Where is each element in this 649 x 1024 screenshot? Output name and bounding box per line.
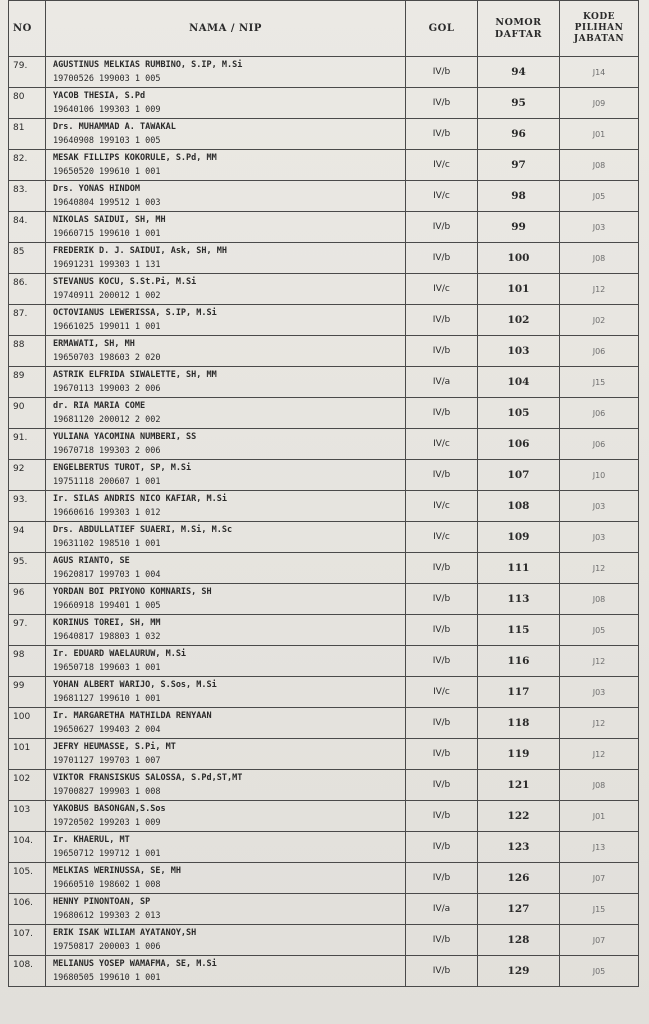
employee-name: Ir. MARGARETHA MATHILDA RENYAAN [53, 711, 212, 721]
employee-name: YAKOBUS BASONGAN,S.Sos [53, 804, 166, 814]
employee-name: Ir. KHAERUL, MT [53, 835, 130, 845]
golongan: IV/b [406, 305, 478, 336]
kode-jabatan: J08 [560, 243, 639, 274]
table-row [9, 956, 639, 987]
kode-jabatan: J15 [560, 367, 639, 398]
kode-jabatan: J05 [560, 615, 639, 646]
name-nip-cell [46, 677, 406, 708]
name-nip-cell [46, 274, 406, 305]
golongan: IV/b [406, 398, 478, 429]
employee-name: MELKIAS WERINUSSA, SE, MH [53, 866, 181, 876]
row-number: 105. [9, 863, 46, 894]
name-nip-cell [46, 925, 406, 956]
employee-nip: 19631102 198510 1 001 [53, 539, 161, 549]
header-nomor-daftar [478, 1, 560, 57]
kode-jabatan: J07 [560, 925, 639, 956]
name-nip-cell [46, 367, 406, 398]
employee-name: Drs. MUHAMMAD A. TAWAKAL [53, 122, 176, 132]
row-number: 90 [9, 398, 46, 429]
row-number: 95. [9, 553, 46, 584]
kode-jabatan: J14 [560, 57, 639, 88]
row-number: 89 [9, 367, 46, 398]
table-row [9, 553, 639, 584]
golongan: IV/b [406, 553, 478, 584]
row-number: 92 [9, 460, 46, 491]
table-row [9, 367, 639, 398]
name-nip-cell [46, 832, 406, 863]
golongan: IV/b [406, 801, 478, 832]
nomor-daftar: 123 [478, 832, 560, 863]
golongan: IV/b [406, 925, 478, 956]
row-number: 87. [9, 305, 46, 336]
nomor-daftar: 106 [478, 429, 560, 460]
table-row [9, 491, 639, 522]
header-kode-jabatan [560, 1, 639, 57]
employee-name: MELIANUS YOSEP WAMAFMA, SE, M.Si [53, 959, 217, 969]
employee-nip: 19691231 199303 1 131 [53, 260, 161, 270]
employee-nip: 19670718 199303 2 006 [53, 446, 161, 456]
employee-nip: 19660616 199303 1 012 [53, 508, 161, 518]
row-number: 97. [9, 615, 46, 646]
table-row [9, 863, 639, 894]
nomor-daftar: 113 [478, 584, 560, 615]
kode-jabatan: J12 [560, 646, 639, 677]
kode-jabatan: J01 [560, 801, 639, 832]
nomor-daftar: 97 [478, 150, 560, 181]
name-nip-cell [46, 57, 406, 88]
nomor-daftar: 94 [478, 57, 560, 88]
header-nomor-daftar-text: NOMOR DAFTAR [494, 16, 543, 40]
row-number: 91. [9, 429, 46, 460]
kode-jabatan: J12 [560, 739, 639, 770]
golongan: IV/c [406, 429, 478, 460]
employee-name: HENNY PINONTOAN, SP [53, 897, 151, 907]
nomor-daftar: 104 [478, 367, 560, 398]
kode-jabatan: J03 [560, 522, 639, 553]
employee-nip: 19681127 199610 1 001 [53, 694, 161, 704]
employee-nip: 19660918 199401 1 005 [53, 601, 161, 611]
name-nip-cell [46, 460, 406, 491]
golongan: IV/b [406, 460, 478, 491]
name-nip-cell [46, 212, 406, 243]
employee-name: OCTOVIANUS LEWERISSA, S.IP, M.Si [53, 308, 217, 318]
golongan: IV/b [406, 863, 478, 894]
name-nip-cell [46, 88, 406, 119]
table-row [9, 243, 639, 274]
employee-nip: 19640106 199303 1 009 [53, 105, 161, 115]
employee-name: AGUSTINUS MELKIAS RUMBINO, S.IP, M.Si [53, 60, 243, 70]
nomor-daftar: 108 [478, 491, 560, 522]
employee-name: YACOB THESIA, S.Pd [53, 91, 146, 101]
employee-nip: 19650520 199610 1 001 [53, 167, 161, 177]
row-number: 106. [9, 894, 46, 925]
table-row [9, 398, 639, 429]
row-number: 98 [9, 646, 46, 677]
nomor-daftar: 96 [478, 119, 560, 150]
nomor-daftar: 111 [478, 553, 560, 584]
employee-name: ASTRIK ELFRIDA SIWALETTE, SH, MM [53, 370, 217, 380]
kode-jabatan: J12 [560, 708, 639, 739]
row-number: 88 [9, 336, 46, 367]
nomor-daftar: 100 [478, 243, 560, 274]
row-number: 82. [9, 150, 46, 181]
table-row [9, 181, 639, 212]
employee-nip: 19640817 198803 1 032 [53, 632, 161, 642]
table-row [9, 739, 639, 770]
name-nip-cell [46, 150, 406, 181]
employee-name: FREDERIK D. J. SAIDUI, Ask, SH, MH [53, 246, 227, 256]
header-nama-nip: NAMA / NIP [46, 1, 406, 57]
row-number: 84. [9, 212, 46, 243]
kode-jabatan: J05 [560, 181, 639, 212]
header-no: NO [9, 1, 46, 57]
kode-jabatan: J03 [560, 212, 639, 243]
golongan: IV/a [406, 367, 478, 398]
employee-nip: 19661025 199011 1 001 [53, 322, 161, 332]
nomor-daftar: 117 [478, 677, 560, 708]
kode-jabatan: J02 [560, 305, 639, 336]
golongan: IV/c [406, 677, 478, 708]
kode-jabatan: J08 [560, 584, 639, 615]
kode-jabatan: J05 [560, 956, 639, 987]
row-number: 102 [9, 770, 46, 801]
table-row [9, 522, 639, 553]
employee-name: VIKTOR FRANSISKUS SALOSSA, S.Pd,ST,MT [53, 773, 243, 783]
table-row [9, 677, 639, 708]
golongan: IV/b [406, 615, 478, 646]
name-nip-cell [46, 429, 406, 460]
name-nip-cell [46, 181, 406, 212]
table-row [9, 832, 639, 863]
name-nip-cell [46, 708, 406, 739]
employee-name: Drs. ABDULLATIEF SUAERI, M.Si, M.Sc [53, 525, 233, 535]
kode-jabatan: J03 [560, 677, 639, 708]
nomor-daftar: 102 [478, 305, 560, 336]
row-number: 79. [9, 57, 46, 88]
name-nip-cell [46, 553, 406, 584]
employee-nip: 19660715 199610 1 001 [53, 229, 161, 239]
table-row [9, 305, 639, 336]
name-nip-cell [46, 739, 406, 770]
table-row [9, 708, 639, 739]
header-kode-jabatan-text: KODE PILIHAN JABATAN [573, 12, 625, 44]
golongan: IV/a [406, 894, 478, 925]
row-number: 93. [9, 491, 46, 522]
employee-name: Drs. YONAS HINDOM [53, 184, 140, 194]
employee-nip: 19740911 200012 1 002 [53, 291, 161, 301]
name-nip-cell [46, 243, 406, 274]
row-number: 86. [9, 274, 46, 305]
table-row [9, 894, 639, 925]
employee-name: ENGELBERTUS TUROT, SP, M.Si [53, 463, 192, 473]
name-nip-cell [46, 522, 406, 553]
employee-name: JEFRY HEUMASSE, S.Pi, MT [53, 742, 176, 752]
kode-jabatan: J12 [560, 553, 639, 584]
nomor-daftar: 103 [478, 336, 560, 367]
row-number: 94 [9, 522, 46, 553]
golongan: IV/b [406, 739, 478, 770]
name-nip-cell [46, 894, 406, 925]
employee-nip: 19750817 200003 1 006 [53, 942, 161, 952]
table-row [9, 615, 639, 646]
name-nip-cell [46, 305, 406, 336]
row-number: 108. [9, 956, 46, 987]
table-row [9, 274, 639, 305]
header-gol: GOL [406, 1, 478, 57]
employee-nip: 19701127 199703 1 007 [53, 756, 161, 766]
nomor-daftar: 95 [478, 88, 560, 119]
employee-nip: 19650718 199603 1 001 [53, 663, 161, 673]
golongan: IV/c [406, 274, 478, 305]
nomor-daftar: 121 [478, 770, 560, 801]
employee-nip: 19650712 199712 1 001 [53, 849, 161, 859]
row-number: 83. [9, 181, 46, 212]
kode-jabatan: J10 [560, 460, 639, 491]
employee-name: YOHAN ALBERT WARIJO, S.Sos, M.Si [53, 680, 217, 690]
table-row [9, 460, 639, 491]
table-row [9, 429, 639, 460]
table-row [9, 119, 639, 150]
golongan: IV/c [406, 150, 478, 181]
golongan: IV/c [406, 491, 478, 522]
golongan: IV/b [406, 956, 478, 987]
employee-nip: 19670113 199003 2 006 [53, 384, 161, 394]
name-nip-cell [46, 336, 406, 367]
name-nip-cell [46, 801, 406, 832]
employee-name: YULIANA YACOMINA NUMBERI, SS [53, 432, 197, 442]
employee-name: Ir. EDUARD WAELAURUW, M.Si [53, 649, 187, 659]
golongan: IV/b [406, 708, 478, 739]
employee-name: NIKOLAS SAIDUI, SH, MH [53, 215, 166, 225]
name-nip-cell [46, 615, 406, 646]
kode-jabatan: J01 [560, 119, 639, 150]
table-row [9, 57, 639, 88]
nomor-daftar: 101 [478, 274, 560, 305]
employee-name: ERMAWATI, SH, MH [53, 339, 135, 349]
employee-nip: 19660510 198602 1 008 [53, 880, 161, 890]
name-nip-cell [46, 584, 406, 615]
table-row [9, 584, 639, 615]
golongan: IV/c [406, 181, 478, 212]
table-row [9, 212, 639, 243]
table-header-row [9, 1, 639, 57]
employee-name: YORDAN BOI PRIYONO KOMNARIS, SH [53, 587, 212, 597]
nomor-daftar: 126 [478, 863, 560, 894]
name-nip-cell [46, 398, 406, 429]
row-number: 103 [9, 801, 46, 832]
employee-nip: 19680612 199303 2 013 [53, 911, 161, 921]
employee-name: Ir. SILAS ANDRIS NICO KAFIAR, M.Si [53, 494, 227, 504]
golongan: IV/b [406, 584, 478, 615]
nomor-daftar: 107 [478, 460, 560, 491]
kode-jabatan: J08 [560, 770, 639, 801]
kode-jabatan: J13 [560, 832, 639, 863]
kode-jabatan: J06 [560, 336, 639, 367]
table-row [9, 88, 639, 119]
table-row [9, 925, 639, 956]
nomor-daftar: 115 [478, 615, 560, 646]
employee-name: STEVANUS KOCU, S.St.Pi, M.Si [53, 277, 197, 287]
nomor-daftar: 116 [478, 646, 560, 677]
golongan: IV/b [406, 770, 478, 801]
row-number: 85 [9, 243, 46, 274]
table-row [9, 646, 639, 677]
row-number: 80 [9, 88, 46, 119]
row-number: 100 [9, 708, 46, 739]
name-nip-cell [46, 119, 406, 150]
kode-jabatan: J15 [560, 894, 639, 925]
golongan: IV/b [406, 57, 478, 88]
golongan: IV/b [406, 832, 478, 863]
employee-table [8, 0, 639, 987]
nomor-daftar: 119 [478, 739, 560, 770]
employee-nip: 19720502 199203 1 009 [53, 818, 161, 828]
row-number: 99 [9, 677, 46, 708]
nomor-daftar: 118 [478, 708, 560, 739]
kode-jabatan: J06 [560, 429, 639, 460]
employee-name: dr. RIA MARIA COME [53, 401, 146, 411]
employee-name: MESAK FILLIPS KOKORULE, S.Pd, MM [53, 153, 217, 163]
kode-jabatan: J08 [560, 150, 639, 181]
name-nip-cell [46, 491, 406, 522]
table-row [9, 770, 639, 801]
nomor-daftar: 98 [478, 181, 560, 212]
row-number: 96 [9, 584, 46, 615]
employee-name: AGUS RIANTO, SE [53, 556, 130, 566]
nomor-daftar: 122 [478, 801, 560, 832]
golongan: IV/b [406, 212, 478, 243]
golongan: IV/b [406, 243, 478, 274]
golongan: IV/b [406, 646, 478, 677]
kode-jabatan: J03 [560, 491, 639, 522]
row-number: 107. [9, 925, 46, 956]
golongan: IV/b [406, 88, 478, 119]
row-number: 104. [9, 832, 46, 863]
name-nip-cell [46, 646, 406, 677]
row-number: 81 [9, 119, 46, 150]
employee-nip: 19640908 199103 1 005 [53, 136, 161, 146]
employee-nip: 19620817 199703 1 004 [53, 570, 161, 580]
table-row [9, 150, 639, 181]
kode-jabatan: J09 [560, 88, 639, 119]
nomor-daftar: 129 [478, 956, 560, 987]
nomor-daftar: 99 [478, 212, 560, 243]
employee-nip: 19640804 199512 1 003 [53, 198, 161, 208]
name-nip-cell [46, 863, 406, 894]
employee-nip: 19700827 199903 1 008 [53, 787, 161, 797]
kode-jabatan: J12 [560, 274, 639, 305]
employee-name: ERIK ISAK WILIAM AYATANOY,SH [53, 928, 197, 938]
golongan: IV/c [406, 522, 478, 553]
name-nip-cell [46, 770, 406, 801]
kode-jabatan: J07 [560, 863, 639, 894]
row-number: 101 [9, 739, 46, 770]
nomor-daftar: 128 [478, 925, 560, 956]
employee-nip: 19700526 199003 1 005 [53, 74, 161, 84]
nomor-daftar: 109 [478, 522, 560, 553]
employee-nip: 19650703 198603 2 020 [53, 353, 161, 363]
nomor-daftar: 105 [478, 398, 560, 429]
employee-name: KORINUS TOREI, SH, MM [53, 618, 161, 628]
table-row [9, 336, 639, 367]
golongan: IV/b [406, 119, 478, 150]
nomor-daftar: 127 [478, 894, 560, 925]
employee-nip: 19680505 199610 1 001 [53, 973, 161, 983]
name-nip-cell [46, 956, 406, 987]
employee-nip: 19751118 200607 1 001 [53, 477, 161, 487]
table-row [9, 801, 639, 832]
employee-nip: 19681120 200012 2 002 [53, 415, 161, 425]
employee-nip: 19650627 199403 2 004 [53, 725, 161, 735]
kode-jabatan: J06 [560, 398, 639, 429]
golongan: IV/b [406, 336, 478, 367]
